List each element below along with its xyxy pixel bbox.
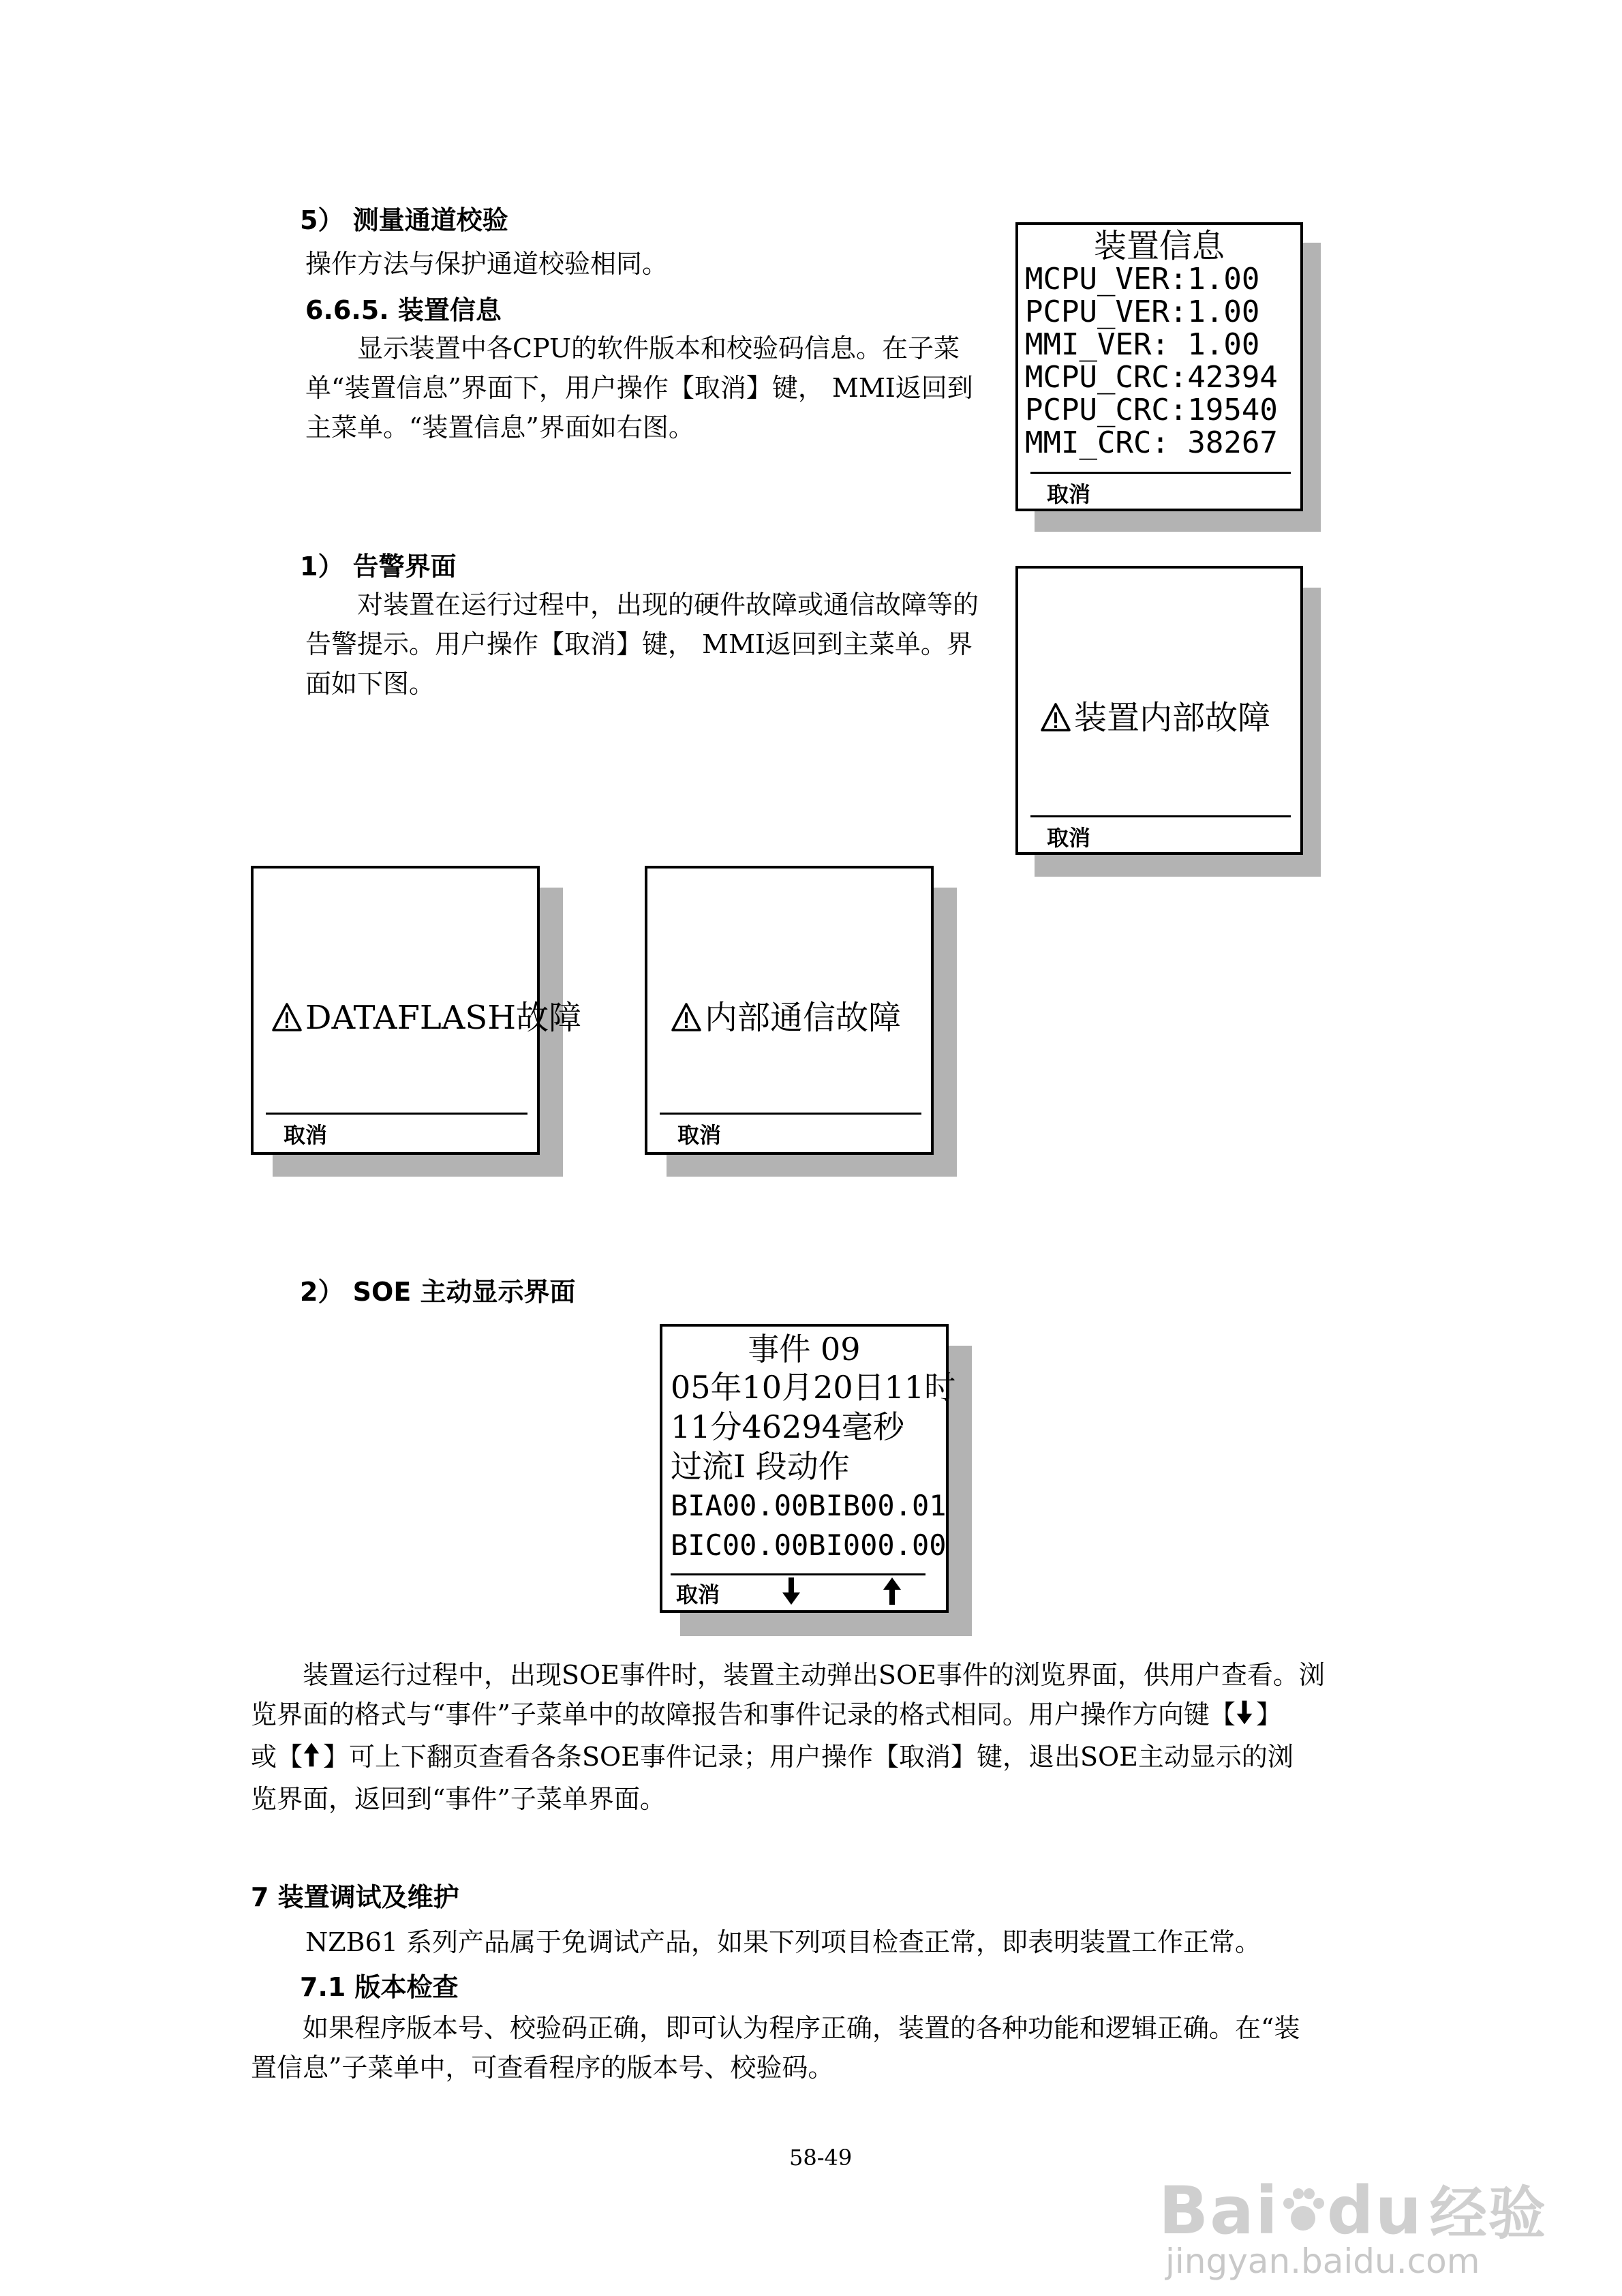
soe-paragraph-text: 】 [1255,1700,1282,1729]
device-info-title: 装置信息 [1093,227,1225,265]
watermark-brand: Bai du 经验 [1159,2168,1547,2253]
arrow-down-icon [781,1576,801,1609]
section-71-paragraph [251,2008,1396,2087]
cancel-key-label: 取消 [676,1582,720,1607]
soe-event-screen [660,1324,973,1637]
soe-paragraph-line: 览界面，返回到“事件”子菜单界面。 [251,1784,666,1814]
alarm-text: 内部通信故障 [705,999,902,1037]
warning-icon [271,1001,303,1041]
warning-icon [671,1001,702,1041]
section-5-heading: 5） 测量通道校验 [300,205,508,235]
alarm-text: 装置内部故障 [1074,699,1271,737]
section-5-text: 操作方法与保护通道校验相同。 [305,249,669,279]
soe-paragraph-line [251,1695,1396,1737]
device-info-line: MCPU_CRC:42394 [1025,360,1278,395]
section-1-paragraph: 对装置在运行过程中，出现的硬件故障或通信故障等的告警提示。用户操作【取消】键， MMI返回到主菜单。界面如下图。 [305,590,979,699]
alarm-screen-comm-fault [645,866,958,1178]
section-71-line: 置信息”子菜单中，可查看程序的版本号、校验码。 [251,2053,834,2083]
soe-event-line: 11分46294毫秒 [671,1408,904,1445]
soe-paragraph [251,1655,1396,1819]
page-number: 58-49 [789,2145,853,2171]
section-71-line: 如果程序版本号、校验码正确，即可认为程序正确，装置的各种功能和逻辑正确。在“装 [303,2013,1300,2043]
cancel-key-label: 取消 [1047,481,1091,507]
cancel-key-label: 取消 [1047,825,1091,851]
device-info-line: MCPU_VER:1.00 [1025,262,1260,297]
alarm-text: DATAFLASH故障 [305,999,582,1037]
soe-paragraph-text: 】可上下翻页查看各条SOE事件记录；用户操作【取消】键，退出SOE主动显示的浏 [323,1742,1294,1772]
device-info-line: PCPU_VER:1.00 [1025,294,1260,329]
watermark-url: jingyan.baidu.com [1165,2241,1480,2281]
soe-event-line: 05年10月20日11时 [671,1369,956,1406]
alarm-screen-internal-fault [1015,566,1322,877]
section-2-heading: 2） SOE 主动显示界面 [300,1277,576,1307]
soe-paragraph-text: 览界面的格式与“事件”子菜单中的故障报告和事件记录的格式相同。用户操作方向键【 [251,1700,1236,1729]
arrow-up-icon [882,1576,902,1609]
warning-icon [1040,701,1071,741]
soe-event-line: BIC00.00BI000.00 [671,1528,947,1562]
section-71-heading: 7.1 版本检查 [300,1972,459,2002]
cancel-key-label: 取消 [677,1122,722,1148]
device-info-line: MMI_CRC: 38267 [1025,425,1278,460]
section-665-paragraph: 显示装置中各CPU的软件版本和校验码信息。在子菜单“装置信息”界面下，用户操作【取消】键， MMI返回到主菜单。“装置信息”界面如右图。 [305,333,973,442]
cancel-key-label: 取消 [284,1122,328,1148]
soe-paragraph-line [251,1737,1396,1779]
baidu-jingyan-watermark [1159,2168,1567,2281]
device-info-screen [1015,222,1322,533]
arrow-down-icon [1236,1697,1253,1737]
device-info-line: PCPU_CRC:19540 [1025,393,1278,427]
alarm-screen-dataflash-fault [251,866,582,1178]
section-7-paragraph: NZB61 系列产品属于免调试产品，如果下列项目检查正常，即表明装置工作正常。 [305,1927,1261,1957]
soe-event-line: 过流I 段动作 [671,1448,850,1485]
section-665-heading: 6.6.5. 装置信息 [305,295,502,325]
section-7-heading: 7 装置调试及维护 [251,1882,459,1912]
soe-event-line: BIA00.00BIB00.01 [671,1489,947,1522]
device-info-line: MMI_VER: 1.00 [1025,327,1260,362]
arrow-up-icon [303,1740,320,1779]
soe-paragraph-line: 装置运行过程中，出现SOE事件时，装置主动弹出SOE事件的浏览界面，供用户查看。浏 [303,1660,1325,1690]
section-1-heading: 1） 告警界面 [300,552,457,581]
soe-paragraph-text: 或【 [251,1742,303,1772]
soe-event-title: 事件 09 [748,1331,861,1368]
